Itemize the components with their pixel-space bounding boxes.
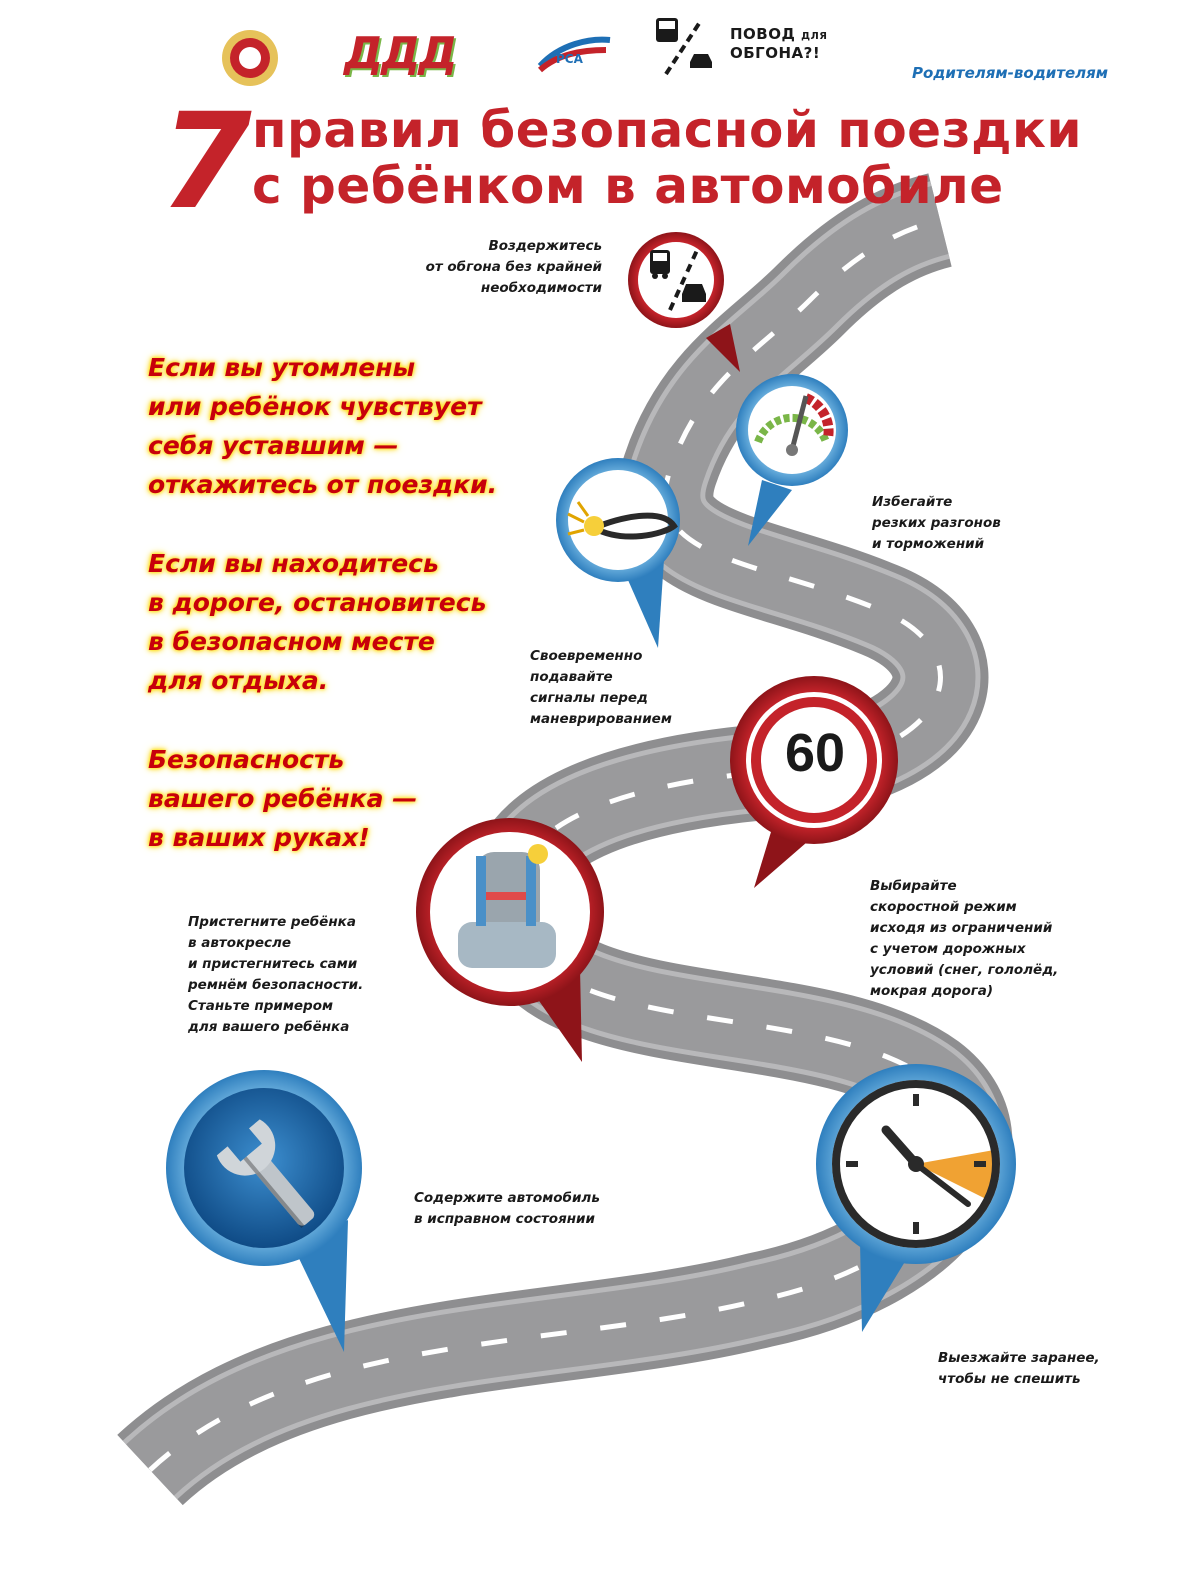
warning-on-road-line: для отдыха. [148, 666, 329, 695]
title-line2: с ребёнком в автомобиле [252, 157, 1004, 215]
campaign-logo [730, 26, 828, 62]
pin-overtake [628, 232, 740, 372]
tip-speed-line: Выбирайте [870, 878, 957, 894]
tip-signals [530, 646, 730, 730]
traffic-police-emblem [222, 30, 278, 86]
tip-accel-line: и торможений [872, 536, 985, 552]
tip-signals-line: сигналы перед [530, 690, 648, 706]
tip-maintain-line: Содержите автомобиль [414, 1190, 600, 1206]
tip-early-line: Выезжайте заранее, [938, 1350, 1100, 1366]
tip-seat [188, 912, 418, 1038]
tip-overtake [372, 236, 602, 299]
tip-early-line: чтобы не спешить [938, 1371, 1081, 1387]
tip-seat-line: Станьте примером [188, 998, 333, 1014]
tip-signals-line: маневрированием [530, 711, 672, 727]
ddd-logo-text: ДДД [344, 28, 456, 79]
tip-seat-line: Пристегните ребёнка [188, 914, 356, 930]
tip-seat-line: для вашего ребёнка [188, 1019, 350, 1035]
pin-maintain [166, 1070, 362, 1352]
title-number: 7 [160, 85, 252, 239]
tip-maintain-line: в исправном состоянии [414, 1211, 595, 1227]
tip-speed-line: с учетом дорожных [870, 941, 1026, 957]
ddd-logo [344, 28, 484, 79]
tip-seat-line: и пристегнитесь сами [188, 956, 358, 972]
tip-signals-line: подавайте [530, 669, 613, 685]
rsa-logo-text: РСА [556, 52, 583, 66]
warning-tired [148, 348, 497, 504]
warning-tired-line: откажитесь от поездки. [148, 470, 498, 499]
tip-accel [872, 492, 1072, 555]
tip-early [938, 1348, 1158, 1390]
tip-speed [870, 876, 1110, 1002]
title-line1: правил безопасной поездки [252, 101, 1082, 159]
warning-on-road-line: в дороге, остановитесь [148, 588, 487, 617]
warning-safety-line: вашего ребёнка — [148, 784, 418, 813]
warning-safety-line: в ваших руках! [148, 823, 370, 852]
tip-overtake-line: Воздержитесь [488, 238, 602, 254]
tip-speed-line: мокрая дорога) [870, 983, 994, 999]
warning-on-road-line: в безопасном месте [148, 627, 435, 656]
audience-label: Родителям-водителям [912, 64, 1109, 82]
tip-seat-line: ремнём безопасности. [188, 977, 364, 993]
tip-overtake-line: необходимости [480, 280, 602, 296]
tip-seat-line: в автокресле [188, 935, 292, 951]
tip-speed-line: исходя из ограничений [870, 920, 1053, 936]
tip-overtake-line: от обгона без крайней [425, 259, 602, 275]
warning-safety-line: Безопасность [148, 745, 345, 774]
campaign-small: ДЛЯ [801, 31, 828, 42]
tip-accel-line: Избегайте [872, 494, 953, 510]
bus-car-logo-icon [656, 18, 712, 74]
tip-speed-line: скоростной режим [870, 899, 1017, 915]
campaign-line1: ПОВОД [730, 25, 796, 43]
pin-seat [416, 818, 604, 1062]
rsa-logo-text-box [556, 52, 583, 66]
tip-accel-line: резких разгонов [872, 515, 1001, 531]
warning-tired-line: или ребёнок чувствует [148, 392, 482, 421]
page-title [252, 102, 1082, 214]
warning-safety [148, 740, 417, 857]
tip-maintain [414, 1188, 664, 1230]
campaign-line2: ОБГОНА?! [730, 44, 821, 62]
speed-limit-value: 60 [784, 723, 846, 783]
warning-tired-line: себя уставшим — [148, 431, 399, 460]
tip-speed-line: условий (снег, гололёд, [870, 962, 1059, 978]
warning-on-road [148, 544, 486, 700]
warning-on-road-line: Если вы находитесь [148, 549, 439, 578]
pin-signals [556, 458, 680, 648]
tip-signals-line: Своевременно [530, 648, 643, 664]
warning-tired-line: Если вы утомлены [148, 353, 416, 382]
